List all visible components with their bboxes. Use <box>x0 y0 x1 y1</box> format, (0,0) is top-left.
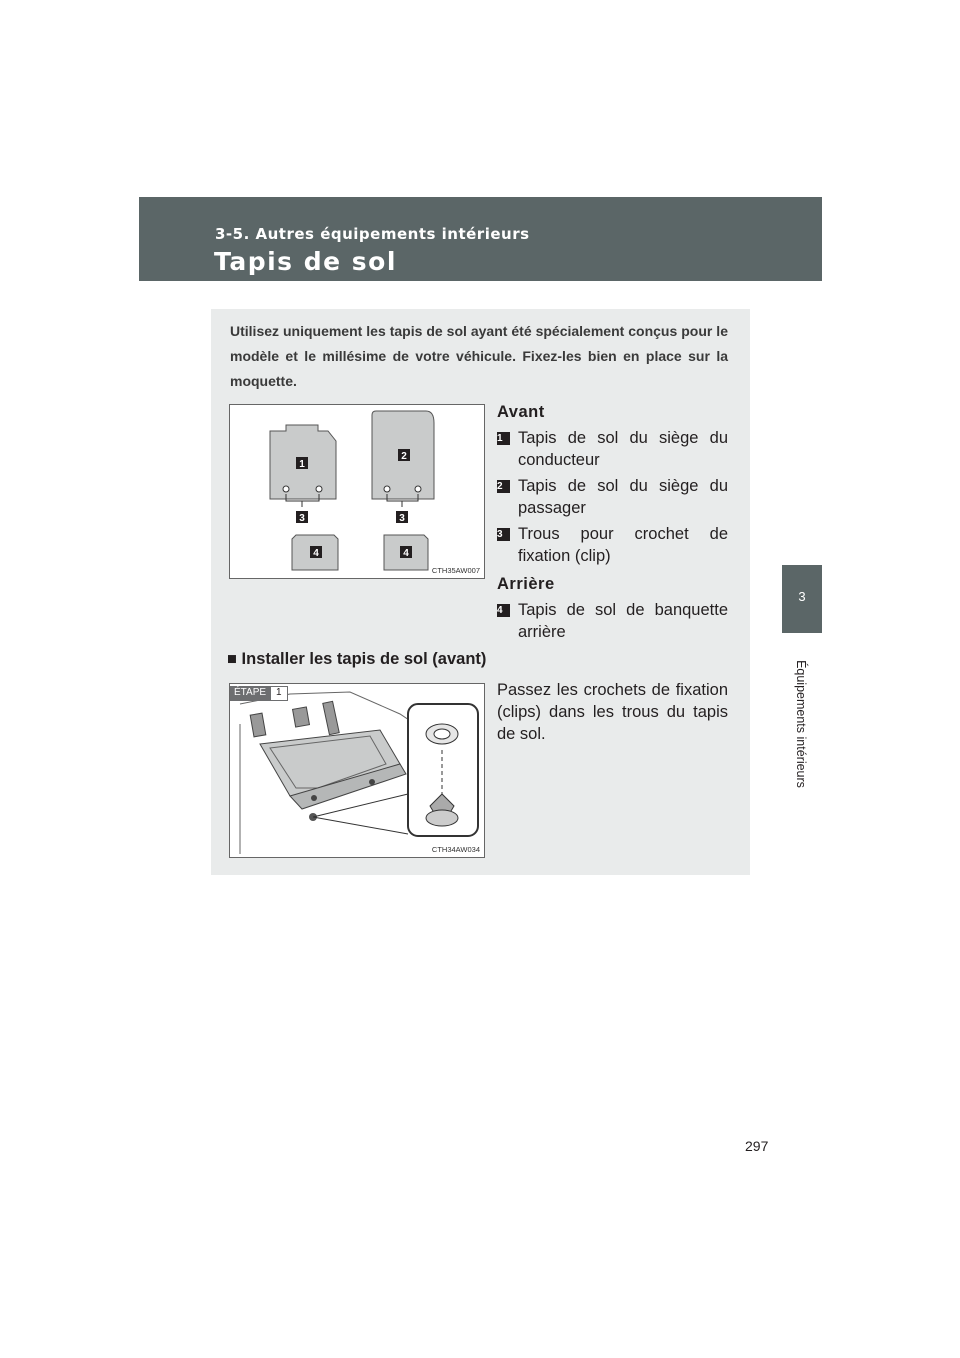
step-badge <box>230 686 288 701</box>
step-label: ÉTAPE <box>230 686 270 701</box>
callout-3-right-label: 3 <box>399 513 405 524</box>
step-number: 1 <box>270 686 288 701</box>
legend-item <box>497 599 728 643</box>
callout-4-right-label: 4 <box>403 548 409 559</box>
legend-number: 1 <box>497 432 510 445</box>
front-legend <box>497 401 728 643</box>
callout-2-label: 2 <box>401 451 407 462</box>
legend-text: Tapis de sol du siège du passager <box>518 477 728 517</box>
content-panel <box>211 309 750 875</box>
rear-heading: Arrière <box>497 575 555 593</box>
callout-3-left-label: 3 <box>299 513 305 524</box>
legend-text: Tapis de sol de banquette arrière <box>518 601 728 641</box>
floor-mat-layout-illustration <box>230 405 484 578</box>
chapter-tab[interactable] <box>782 565 822 633</box>
install-heading: ■ Installer les tapis de sol (avant) <box>227 650 487 668</box>
chapter-number: 3 <box>798 589 806 604</box>
callout-4-left-label: 4 <box>313 548 319 559</box>
front-heading: Avant <box>497 403 545 421</box>
legend-text: Tapis de sol du siège du conducteur <box>518 429 728 469</box>
install-text: Passez les crochets de fixation (clips) dans les trous du tapis de sol. <box>497 681 728 743</box>
legend-number: 4 <box>497 604 510 617</box>
page-number: 297 <box>745 1138 769 1154</box>
chapter-label: Équipements intérieurs <box>794 660 808 788</box>
figure-code: CTH35AW007 <box>431 566 480 575</box>
figure-code: CTH34AW034 <box>431 845 480 854</box>
legend-number: 3 <box>497 528 510 541</box>
legend-item <box>497 427 728 471</box>
intro-text: Utilisez uniquement les tapis de sol ayant été spécialement conçus pour le modèle et le millésime de votre véhicule. Fixez-les bien en place sur la moquette. <box>230 323 728 389</box>
legend-number: 2 <box>497 480 510 493</box>
section-label: 3-5. Autres équipements intérieurs <box>215 225 530 243</box>
chapter-side-label <box>771 644 831 804</box>
legend-item <box>497 523 728 567</box>
legend-item <box>497 475 728 519</box>
install-illustration <box>230 684 484 857</box>
section-header <box>139 197 822 281</box>
floor-mat-layout-figure <box>229 404 485 579</box>
page-title: Tapis de sol <box>214 247 397 276</box>
legend-text: Trous pour crochet de fixation (clip) <box>518 525 728 565</box>
install-figure <box>229 683 485 858</box>
callout-1-label: 1 <box>299 459 305 470</box>
